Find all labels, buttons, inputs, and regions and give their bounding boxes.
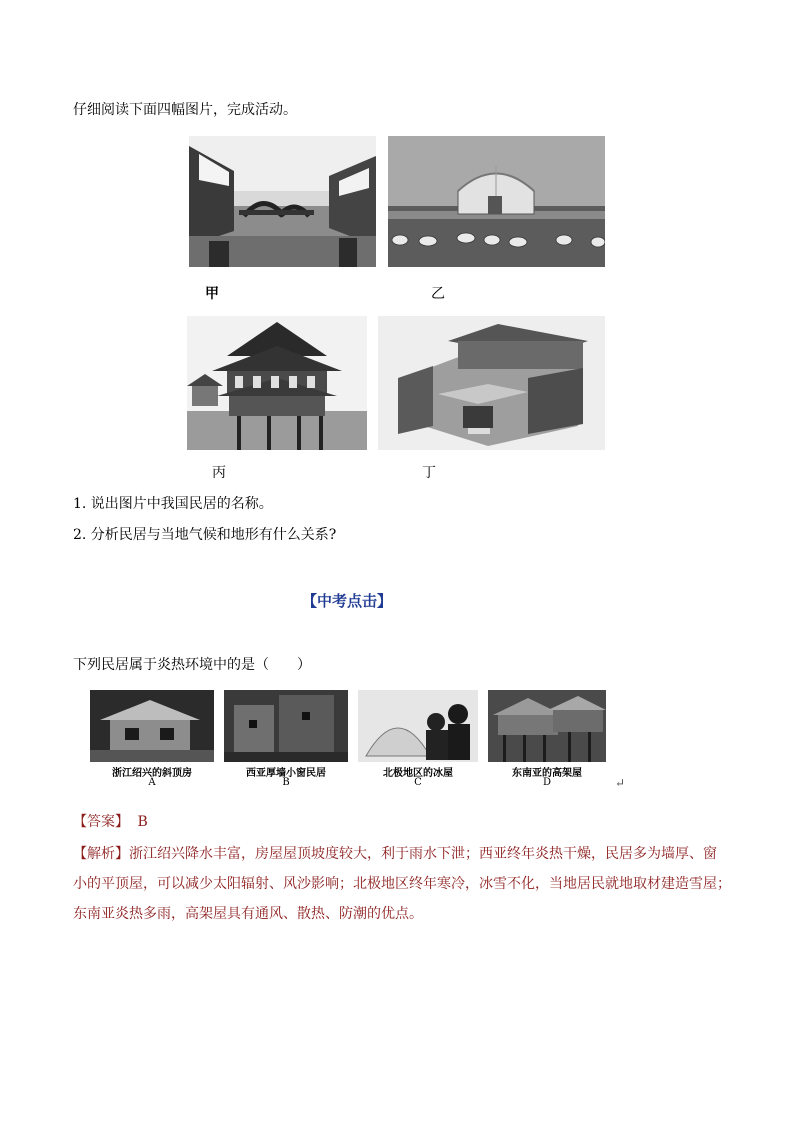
mcq-option-b-caption: 西亚厚墙小窗民居 <box>246 768 326 779</box>
analysis-line-3: 东南亚炎热多雨，高架屋具有通风、散热、防潮的优点。 <box>73 906 423 922</box>
mcq-options-strip <box>88 688 626 794</box>
yurt-illustration <box>388 136 605 267</box>
analysis-text-1: 浙江绍兴降水丰富，房屋屋顶坡度较大，利于雨水下泄；西亚终年炎热干燥，民居多为墙厚、窗 <box>129 846 717 862</box>
mcq-option-a-letter: A <box>148 777 156 788</box>
return-mark: ↵ <box>615 776 626 790</box>
photo-courtyard-house <box>378 316 605 450</box>
analysis-line-1 <box>73 839 733 869</box>
mcq-option-b <box>222 688 350 794</box>
question-2: 2. 分析民居与当地气候和地形有什么关系? <box>73 527 337 543</box>
answer-value: B <box>137 814 148 830</box>
question-1: 1. 说出图片中我国民居的名称。 <box>73 496 273 512</box>
mcq-option-c-letter: C <box>414 777 422 788</box>
section-heading: 【中考点击】 <box>302 592 393 610</box>
mcq-stem: 下列民居属于炎热环境中的是（ ） <box>73 657 311 673</box>
analysis-block <box>73 839 733 929</box>
mcq-option-a-caption: 浙江绍兴的斜顶房 <box>112 768 192 779</box>
answer-line <box>73 812 148 832</box>
answer-label: 【答案】 <box>73 814 129 830</box>
mcq-option-c-caption: 北极地区的冰屋 <box>383 768 453 779</box>
mcq-option-c <box>356 688 480 794</box>
intro-text: 仔细阅读下面四幅图片，完成活动。 <box>73 102 297 118</box>
pavilion-house-illustration <box>187 316 367 450</box>
igloo-photo <box>358 690 478 762</box>
stilt-house-photo <box>488 690 606 762</box>
mcq-option-b-letter: B <box>282 777 290 788</box>
caption-bing: 丙 <box>212 465 226 481</box>
mcq-option-a <box>88 688 216 794</box>
courtyard-house-illustration <box>378 316 605 450</box>
thick-wall-house-photo <box>224 690 348 762</box>
mcq-option-d-caption: 东南亚的高架屋 <box>512 768 582 779</box>
caption-ding: 丁 <box>422 465 436 481</box>
slanted-roof-house-photo <box>90 690 214 762</box>
water-town-illustration <box>189 136 376 267</box>
caption-yi: 乙 <box>431 286 445 302</box>
mcq-option-d <box>486 688 608 794</box>
mcq-option-d-letter: D <box>542 777 552 788</box>
analysis-line-2: 小的平顶屋，可以减少太阳辐射、风沙影响；北极地区终年寒冷，冰雪不化，当地居民就地取材建造雪屋； <box>73 876 731 892</box>
photo-water-town <box>189 136 376 267</box>
photo-pavilion-house <box>187 316 367 450</box>
analysis-label: 【解析】 <box>73 846 129 862</box>
caption-jia: 甲 <box>205 286 219 302</box>
photo-yurt <box>388 136 605 267</box>
